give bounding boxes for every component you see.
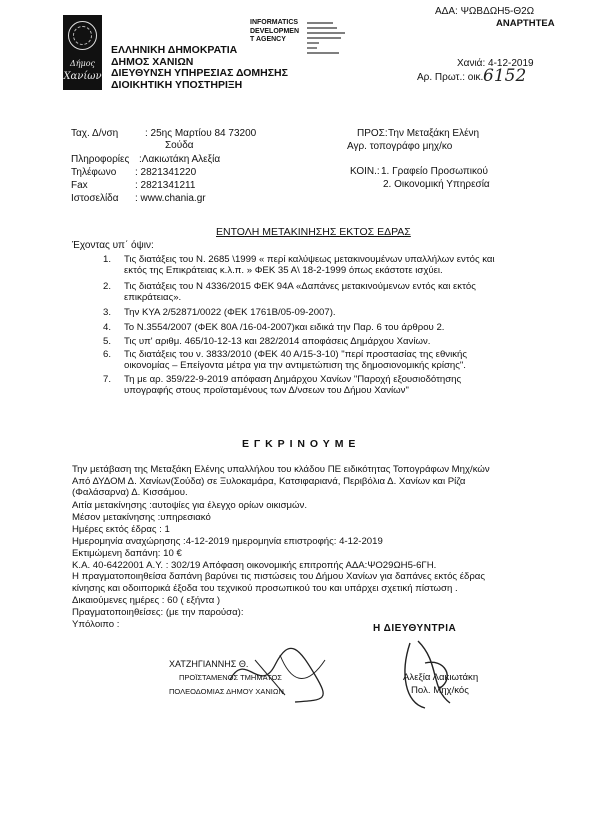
detail-line: κίνησης και οδοιπορικά έξοδα του τεχνικού προσωπικού του και υπάρχει σχετική πίστωση .: [72, 583, 458, 595]
director-title: Η ΔΙΕΥΘΥΝΤΡΙΑ: [373, 623, 457, 634]
list-text: [103, 374, 495, 397]
list-item: [103, 336, 495, 347]
list-number: 5.: [103, 335, 112, 347]
list-text-line: επικράτειας».: [124, 291, 182, 303]
ada-code: ΑΔΑ: ΨΩΒΔΩΗ5-Θ2Ω: [435, 6, 535, 17]
list-item: [103, 322, 495, 333]
agency-line: DEVELOPMEN: [250, 27, 300, 35]
detail-line: Εκτιμώμενη δαπάνη: 10 €: [72, 547, 182, 559]
list-text-line: Τις διατάξεις του Ν 4336/2015 ΦΕΚ 94Α «Δαπάνες μετακινούμενων εντός και εκτός: [124, 280, 476, 292]
document-date: Χανιά: 4-12-2019: [457, 58, 534, 69]
list-item: [103, 349, 495, 372]
municipality-logo: [63, 15, 102, 90]
protocol-number: 6152: [483, 66, 527, 86]
agency-signature-mark: [305, 20, 375, 60]
list-text-line: υπογραφής στους προϊσταμένους των Δ/νσεων του Δήμου Χανίων": [124, 384, 409, 396]
signature-line: Πολ. Μηχ/κός: [411, 685, 469, 696]
org-heading: [111, 45, 288, 91]
address-label: Ταχ. Δ/νση: [71, 128, 119, 139]
detail-line: Υπόλοιπο :: [72, 619, 120, 631]
logo-text-line: Δήμος: [69, 59, 96, 68]
agency-line: INFORMATICS: [250, 19, 299, 26]
approval-paragraph: [72, 464, 490, 499]
org-line: ΔΙΕΥΘΥΝΣΗ ΥΠΗΡΕΣΙΑΣ ΔΟΜΗΣΗΣ: [111, 67, 288, 79]
left-handwritten-signature: [225, 640, 335, 710]
address-value-2: Σούδα: [165, 140, 194, 151]
to-role: Αγρ. τοπογράφο μηχ/κο: [347, 141, 453, 152]
cc-item: 1. Γραφείο Προσωπικού: [381, 166, 488, 177]
list-item: [103, 254, 495, 277]
cc-item: 2. Οικονομική Υπηρεσία: [383, 179, 490, 190]
list-number: 6.: [103, 349, 112, 361]
emblem-inner-icon: [73, 26, 92, 45]
info-value: :Λακιωτάκη Αλεξία: [139, 154, 221, 165]
cc-label: ΚΟΙΝ.:: [350, 166, 380, 177]
paragraph-line: Από ΔΥΔΟΜ Δ. Χανίων(Σούδα) σε Ξυλοκαμάρα, Κατσιφαριανά, Περιβόλια Δ. Χανίων και Ρίζα: [72, 475, 466, 487]
list-item: [103, 374, 495, 397]
list-number: 3.: [103, 307, 112, 319]
fax-value: : 2821341211: [135, 180, 196, 191]
list-item: [103, 281, 495, 304]
detail-line: Κ.Α. 40-6422001 Α.Υ. : 302/19 Απόφαση οικονομικής επιτροπής ΑΔΑ:ΨΟ29ΩΗ5-6ΓΗ.: [72, 559, 437, 571]
list-text: Τις υπ' αριθμ. 465/10-12-13 και 282/2014 αποφάσεις Δημάρχου Χανίων.: [124, 335, 431, 347]
fax-label: Fax: [71, 180, 88, 191]
detail-line: Η πραγματοποιηθείσα δαπάνη βαρύνει τις πιστώσεις του Δήμου Χανίων για δαπάνες εκτός έδρας: [72, 571, 485, 583]
logo-text-line: Χανίων: [63, 71, 102, 82]
considerations-list: [103, 254, 495, 396]
phone-value: : 2821341220: [135, 167, 197, 178]
org-line: ΕΛΛΗΝΙΚΗ ΔΗΜΟΚΡΑΤΙΑ: [111, 44, 238, 56]
agency-line: T AGENCY: [250, 36, 286, 43]
agency-stamp: [250, 19, 299, 45]
document-title: ΕΝΤΟΛΗ ΜΕΤΑΚΙΝΗΣΗΣ ΕΚΤΟΣ ΕΔΡΑΣ: [216, 226, 411, 238]
list-text-line: Τη με αρ. 359/22-9-2019 απόφαση Δημάρχου Χανίων "Παροχή εξουσιοδότησης: [124, 373, 462, 385]
detail-line: Ημέρες εκτός έδρας : 1: [72, 523, 170, 535]
list-number: 1.: [103, 254, 112, 265]
list-text: [103, 349, 495, 372]
list-number: 4.: [103, 322, 112, 334]
travel-details: [72, 500, 485, 631]
detail-line: Πραγματοποιηθείσες: (με την παρούσα):: [72, 607, 244, 619]
signature-line: ΧΑΤΖΗΓΙΑΝΝΗΣ Θ.: [169, 659, 249, 669]
org-line: ΔΙΟΙΚΗΤΙΚΗ ΥΠΟΣΤΗΡΙΞΗ: [111, 78, 243, 91]
list-number: 7.: [103, 373, 112, 385]
list-item: [103, 307, 495, 318]
list-number: 2.: [103, 280, 112, 292]
paragraph-line: (Φαλάσαρνα) Δ. Κισσάμου.: [72, 487, 188, 499]
list-text-line: οικονομίας – Επείγοντα μέτρα για την αντιμετώπιση της δημοσιονομικής κρίσης".: [124, 360, 466, 372]
info-label: Πληροφορίες: [71, 154, 130, 165]
right-handwritten-signature: [390, 633, 470, 713]
list-text: [103, 281, 495, 304]
website-label: Ιστοσελίδα: [71, 193, 119, 204]
signature-line: ΠΟΛΕΟΔΟΜΙΑΣ ΔΗΜΟΥ ΧΑΝΙΩΝ: [169, 687, 284, 696]
to-label: ΠΡΟΣ:: [357, 128, 388, 139]
posting-label: ΑΝΑΡΤΗΤΕΑ: [496, 18, 555, 29]
list-text: Το Ν.3554/2007 (ΦΕΚ 80Α /16-04-2007)και ειδικά την Παρ. 6 του άρθρου 2.: [124, 322, 445, 334]
list-text: Την ΚΥΑ 2/52871/0022 (ΦΕΚ 1761Β/05-09-2007).: [124, 307, 336, 319]
website-value: : www.chania.gr: [135, 193, 206, 204]
list-text: [103, 254, 495, 277]
paragraph-line: Την μετάβαση της Μεταξάκη Ελένης υπαλλήλου του κλάδου ΠΕ ειδικότητας Τοπογράφων Μηχ/κών: [72, 464, 490, 475]
list-text-line: Τις διατάξεις του Ν. 2685 \1999 « περί καλύψεως μετακινουμένων υπαλλήλων εντός και: [124, 254, 495, 265]
org-line: ΔΗΜΟΣ ΧΑΝΙΩΝ: [111, 55, 194, 68]
protocol-label: Αρ. Πρωτ.: οικ.: [417, 72, 484, 83]
detail-line: Δικαιούμενες ημέρες : 60 ( εξήντα ): [72, 595, 221, 607]
to-name: Την Μεταξάκη Ελένη: [388, 128, 480, 139]
detail-line: Μέσον μετακίνησης :υπηρεσιακό: [72, 511, 211, 523]
phone-label: Τηλέφωνο: [71, 167, 117, 178]
address-value: : 25ης Μαρτίου 84 73200: [145, 128, 257, 139]
intro-text: Έχοντας υπ΄ όψιν:: [72, 240, 154, 251]
signature-line: ΠΡΟΪΣΤΑΜΕΝΟΣ ΤΜΗΜΑΤΟΣ: [179, 673, 282, 682]
detail-line: Ημερομηνία αναχώρησης :4-12-2019 ημερομηνία επιστροφής: 4-12-2019: [72, 535, 383, 547]
detail-line: Αιτία μετακίνησης :αυτοψίες για έλεγχο ορίων οικισμών.: [72, 500, 307, 511]
list-text-line: Τις διατάξεις του ν. 3833/2010 (ΦΕΚ 40 Α/15-3-10) "περί προστασίας της εθνικής: [124, 349, 467, 361]
list-text-line: εκτός της Επικράτειας κ.λ.π. » ΦΕΚ 35 Α\ 18-2-1999 όπως εκάστοτε ισχύει.: [124, 265, 443, 277]
signature-line: Αλεξία Λακιωτάκη: [403, 672, 479, 683]
approve-heading: Ε Γ Κ Ρ Ι Ν Ο Υ Μ Ε: [242, 438, 357, 450]
